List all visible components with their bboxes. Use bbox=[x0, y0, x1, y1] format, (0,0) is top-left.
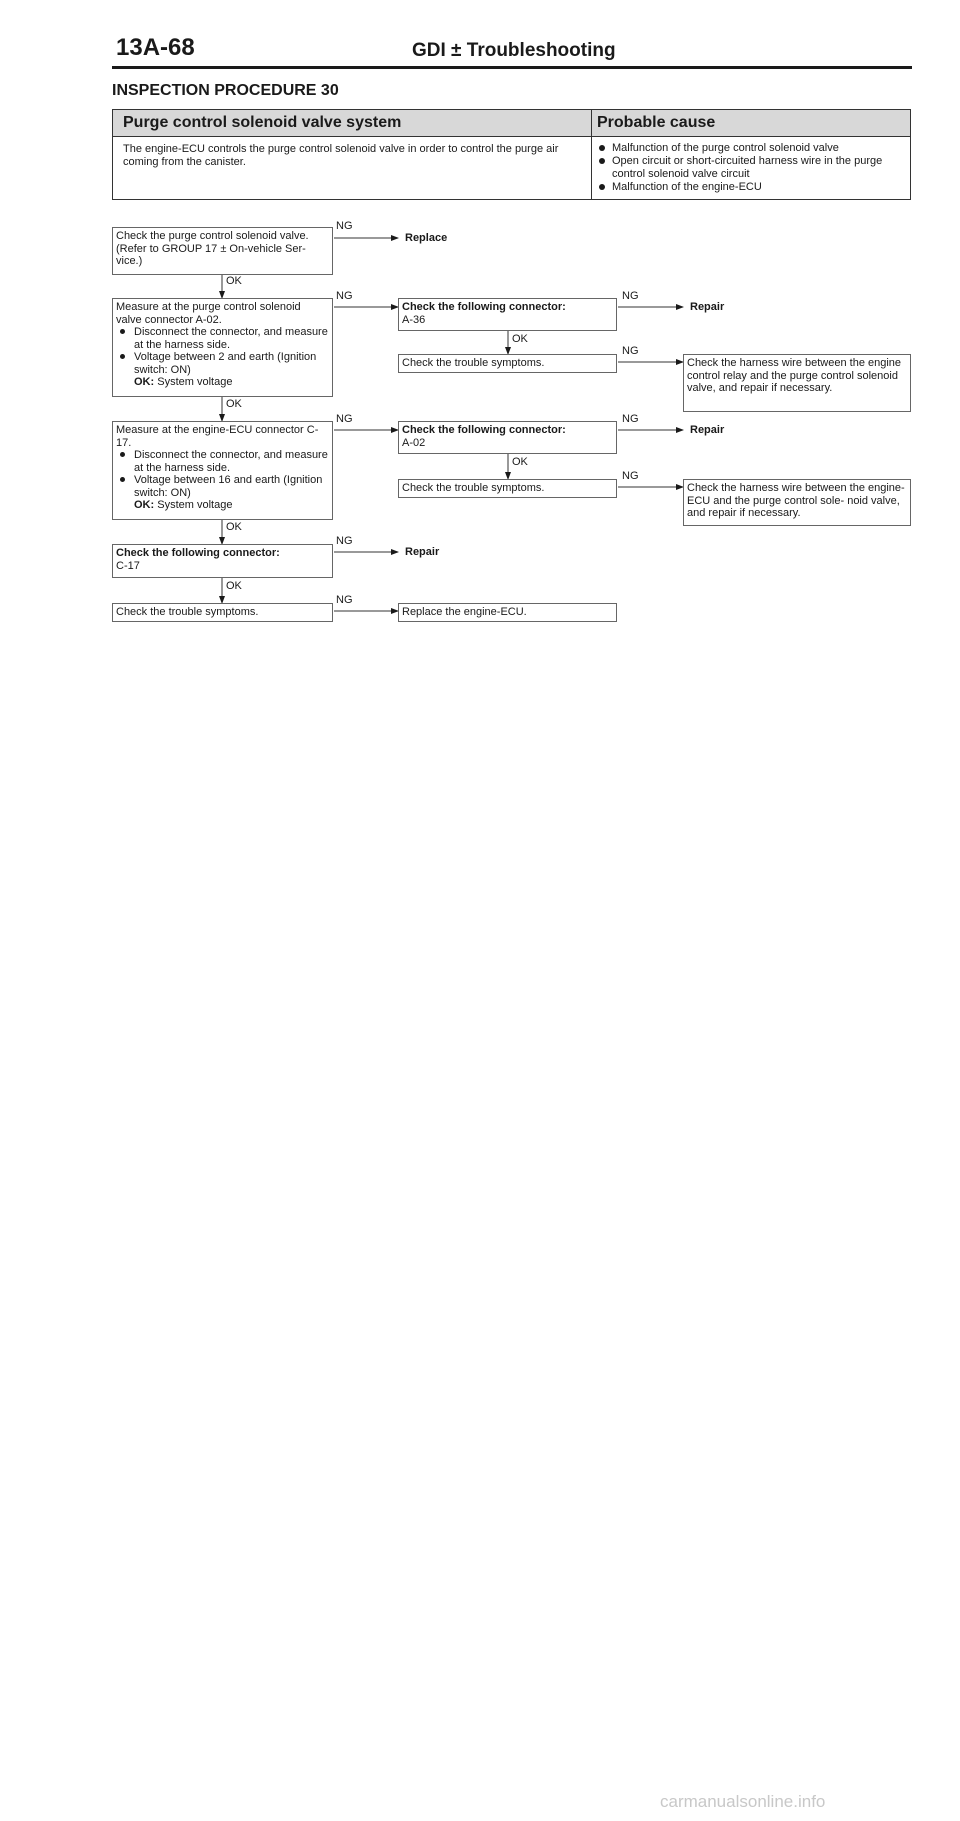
ng-label: NG bbox=[336, 413, 353, 425]
step-check-connector-a02 bbox=[398, 421, 617, 454]
ng-label: NG bbox=[336, 594, 353, 606]
step-check-connector-c17 bbox=[112, 544, 333, 578]
page-number: 13A-68 bbox=[116, 34, 195, 61]
bullet-item: Voltage between 16 and earth (Ignition switch: ON) bbox=[116, 474, 329, 499]
result-repair: Repair bbox=[405, 546, 440, 558]
result-check-harness-ecu-text: Check the harness wire between the engine-ECU and the purge control sole- noid valve, and repair if necessary. bbox=[687, 482, 905, 519]
bullet-item: Voltage between 2 and earth (Ignition switch: ON) bbox=[116, 351, 329, 376]
result-check-harness-relay bbox=[683, 354, 911, 412]
procedure-title: INSPECTION PROCEDURE 30 bbox=[112, 82, 339, 99]
ok-criteria-label: OK: bbox=[134, 376, 155, 388]
result-replace-ecu-text: Replace the engine-ECU. bbox=[402, 606, 527, 618]
result-replace-ecu bbox=[398, 603, 617, 622]
probable-cause-item: Malfunction of the purge control solenoid valve bbox=[597, 142, 903, 155]
step-check-symptoms-text: Check the trouble symptoms. bbox=[402, 357, 545, 369]
ok-criteria-value: System voltage bbox=[157, 376, 233, 388]
step-check-symptoms-final bbox=[112, 603, 333, 622]
ng-label: NG bbox=[622, 413, 639, 425]
footer-watermark: carmanualsonline.info bbox=[660, 1792, 826, 1811]
bullet-item: Disconnect the connector, and measure at the harness side. bbox=[116, 449, 329, 474]
ng-label: NG bbox=[622, 345, 639, 357]
system-description: The engine-ECU controls the purge control solenoid valve in order to control the purge air coming from the canister. bbox=[123, 143, 559, 168]
result-check-harness-ecu bbox=[683, 479, 911, 526]
connector-id: A-02 bbox=[402, 436, 426, 449]
ng-label: NG bbox=[336, 535, 353, 547]
step-measure-valve-connector bbox=[112, 298, 333, 397]
connector-check-title: Check the following connector: bbox=[402, 424, 566, 436]
probable-cause-item: Open circuit or short-circuited harness wire in the purge control solenoid valve circuit bbox=[597, 155, 903, 181]
ok-criteria-value: System voltage bbox=[157, 499, 233, 511]
step-measure-valve-bullets bbox=[116, 326, 329, 376]
step-check-valve-text: Check the purge control solenoid valve. (Refer to GROUP 17 ± On-vehicle Ser- vice.) bbox=[116, 230, 309, 267]
ok-criteria-label: OK: bbox=[134, 499, 155, 511]
result-repair: Repair bbox=[690, 301, 725, 313]
connector-id: C-17 bbox=[116, 559, 140, 572]
result-replace: Replace bbox=[405, 232, 448, 244]
connector-id: A-36 bbox=[402, 313, 426, 326]
step-measure-valve-intro: Measure at the purge control solenoid valve connector A-02. bbox=[116, 301, 301, 326]
result-repair: Repair bbox=[690, 424, 725, 436]
ok-criteria bbox=[116, 499, 329, 512]
ok-criteria bbox=[116, 376, 329, 389]
section-title: GDI ± Troubleshooting bbox=[412, 40, 616, 61]
ng-label: NG bbox=[622, 290, 639, 302]
ng-label: NG bbox=[336, 220, 353, 232]
ok-label: OK bbox=[226, 398, 242, 410]
ok-label: OK bbox=[226, 580, 242, 592]
ng-label: NG bbox=[336, 290, 353, 302]
step-check-valve bbox=[112, 227, 333, 275]
bullet-item: Disconnect the connector, and measure at the harness side. bbox=[116, 326, 329, 351]
step-check-symptoms-text: Check the trouble symptoms. bbox=[402, 482, 545, 494]
step-check-symptoms bbox=[398, 479, 617, 498]
ok-label: OK bbox=[512, 456, 528, 468]
probable-cause-heading: Probable cause bbox=[597, 114, 716, 131]
ok-label: OK bbox=[226, 275, 242, 287]
result-check-harness-relay-text: Check the harness wire between the engine control relay and the purge control solenoid valve, and repair if necessary. bbox=[687, 357, 902, 394]
connector-check-title: Check the following connector: bbox=[116, 547, 280, 559]
connector-check-title: Check the following connector: bbox=[402, 301, 566, 313]
step-measure-ecu-bullets bbox=[116, 449, 329, 499]
step-check-symptoms-text: Check the trouble symptoms. bbox=[116, 606, 259, 618]
step-measure-ecu-intro: Measure at the engine-ECU connector C-17. bbox=[116, 424, 319, 449]
system-heading: Purge control solenoid valve system bbox=[123, 114, 402, 131]
step-check-symptoms bbox=[398, 354, 617, 373]
step-measure-ecu-connector bbox=[112, 421, 333, 520]
probable-cause-item: Malfunction of the engine-ECU bbox=[597, 181, 903, 194]
ok-label: OK bbox=[226, 521, 242, 533]
ok-label: OK bbox=[512, 333, 528, 345]
step-check-connector-a36 bbox=[398, 298, 617, 331]
ng-label: NG bbox=[622, 470, 639, 482]
